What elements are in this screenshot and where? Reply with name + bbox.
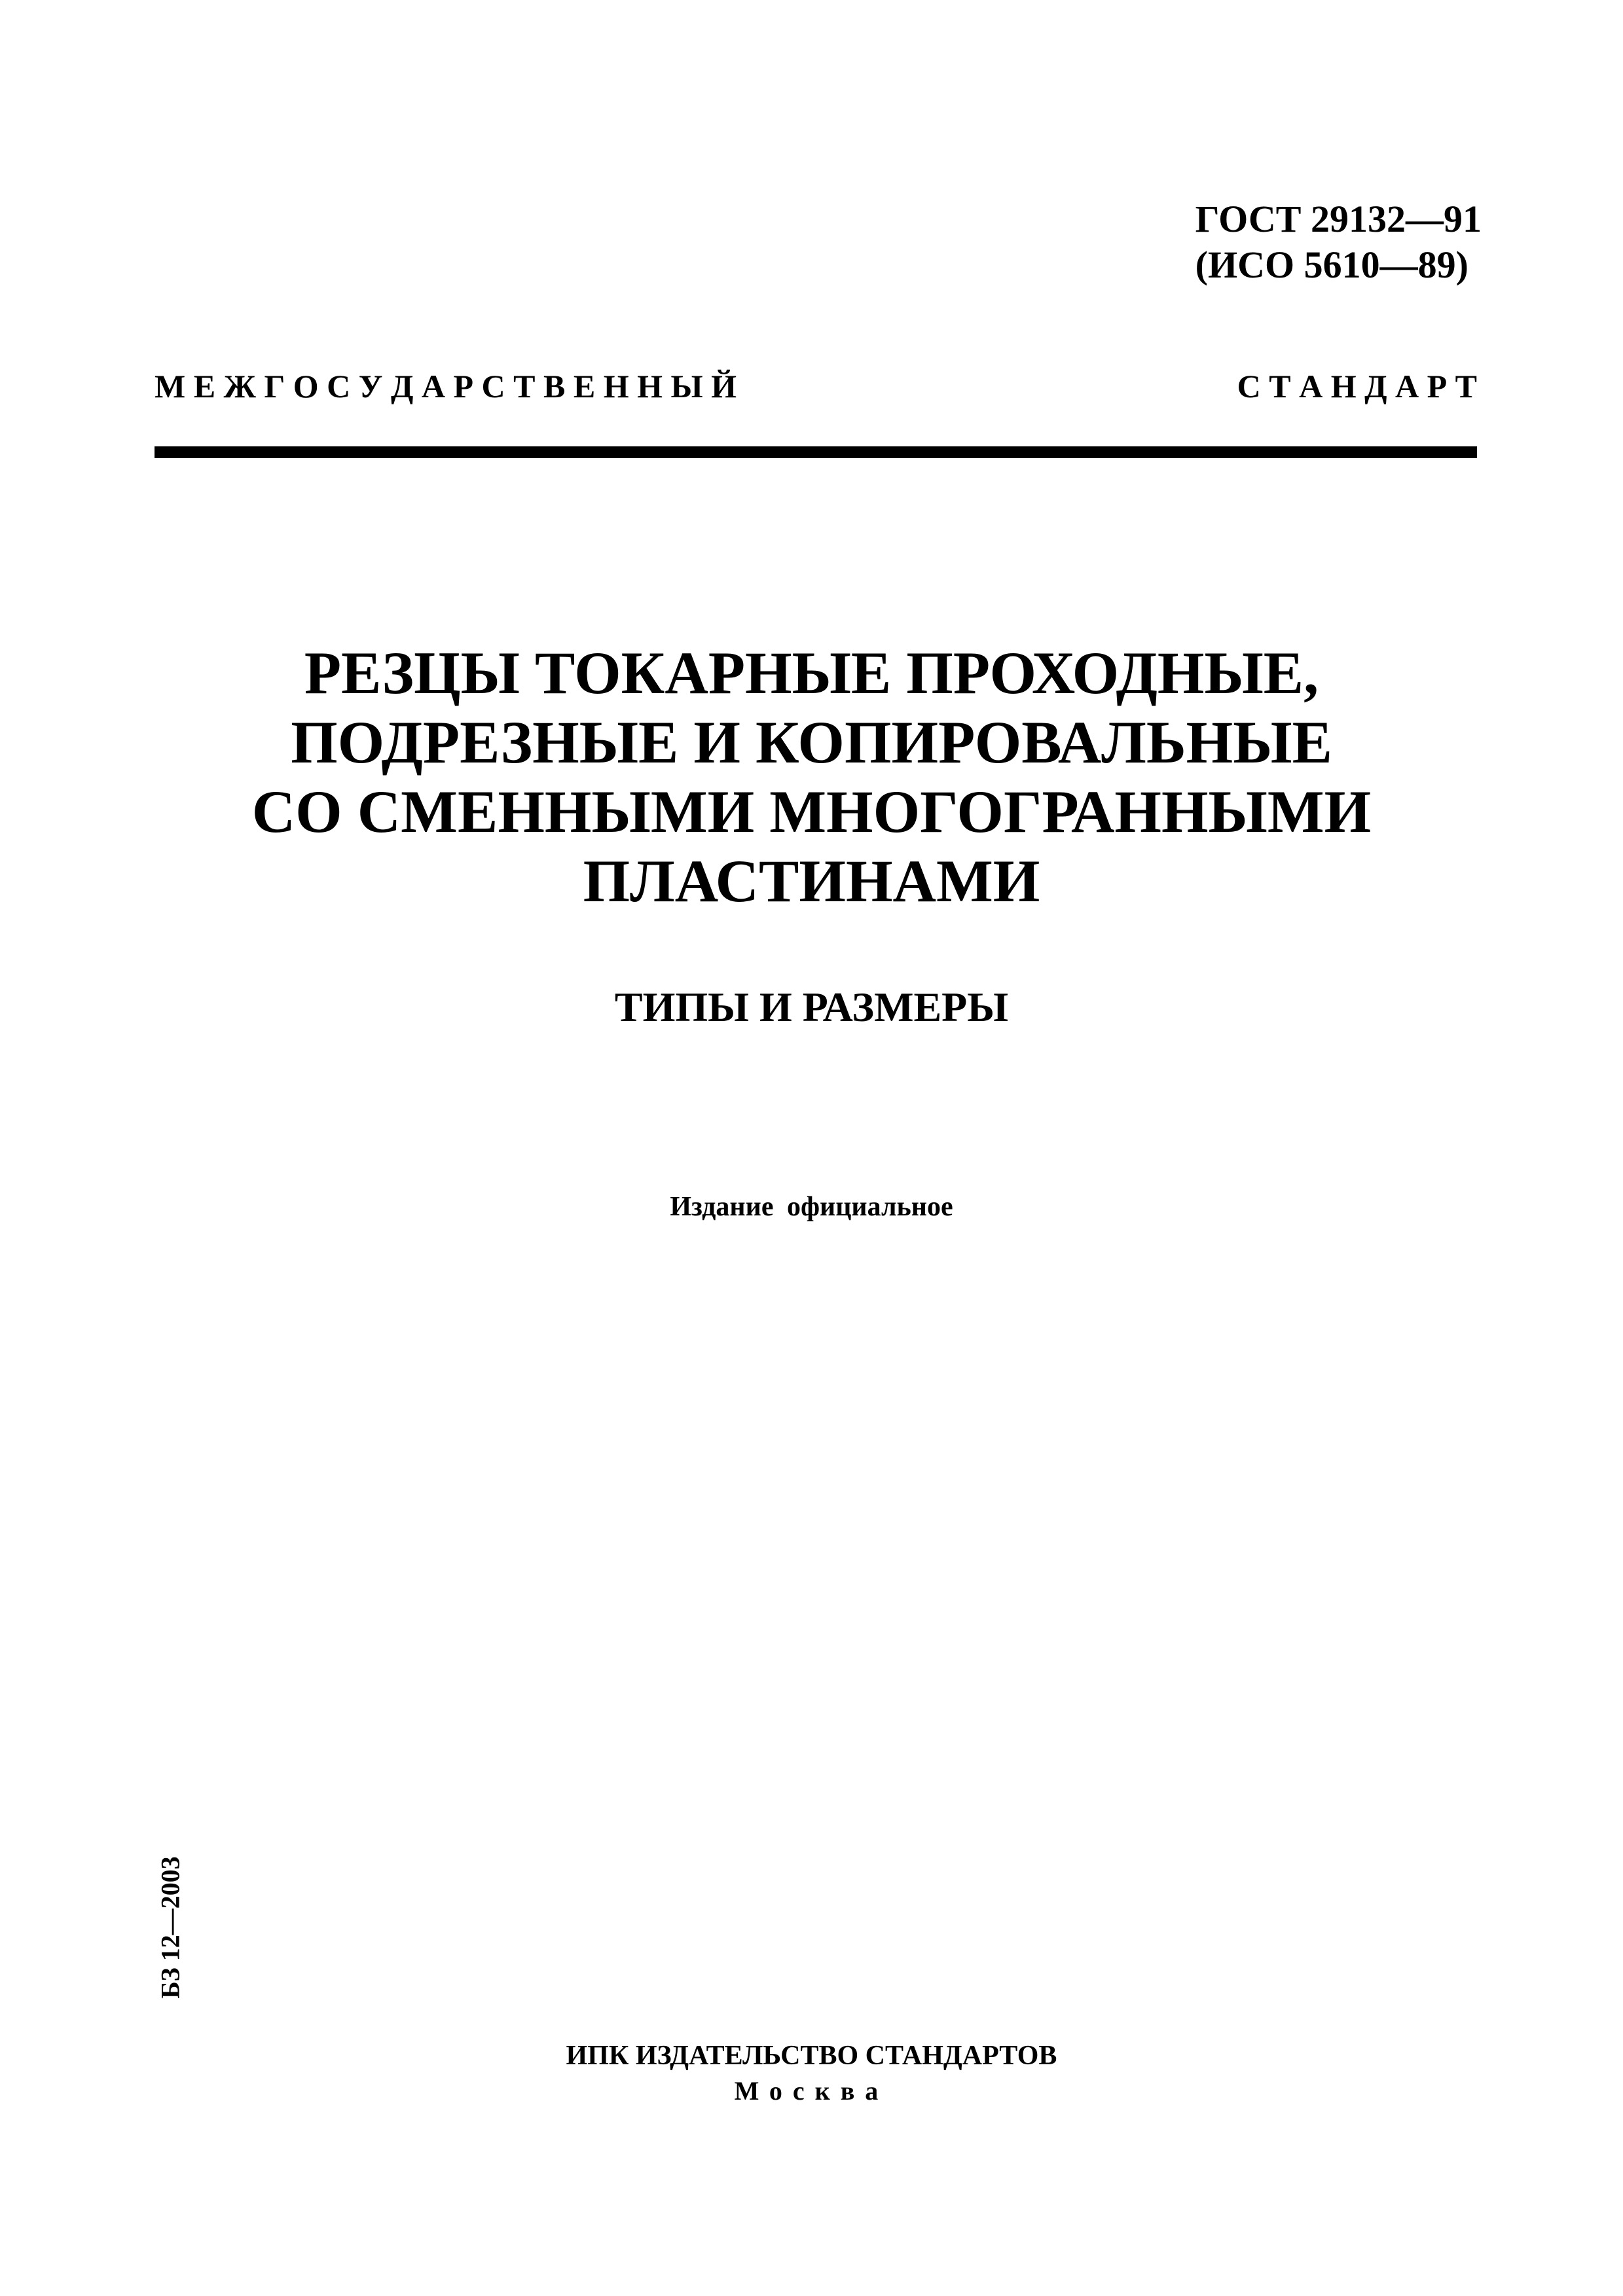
side-code [131, 1829, 210, 2026]
publisher-city: Москва [734, 2076, 889, 2106]
edition-label: Издание официальное [670, 1192, 953, 1222]
header-rule [155, 446, 1477, 458]
title-line: ПЛАСТИНАМИ [583, 848, 1040, 914]
title-line: РЕЗЦЫ ТОКАРНЫЕ ПРОХОДНЫЕ, [304, 639, 1319, 706]
side-code-text: БЗ 12—2003 [155, 1856, 185, 1999]
publisher-name: ИПК ИЗДАТЕЛЬСТВО СТАНДАРТОВ [566, 2041, 1057, 2071]
standard-number-block [1195, 196, 1482, 288]
interstate-word: М Е Ж Г О С У Д А Р С Т В Е Н Н Ы Й [155, 368, 737, 404]
title-line: ПОДРЕЗНЫЕ И КОПИРОВАЛЬНЫЕ [291, 709, 1332, 776]
interstate-standard-label [155, 367, 1477, 406]
standard-word: С Т А Н Д А Р Т [1237, 368, 1477, 404]
iso-number: (ИСО 5610—89) [1195, 243, 1468, 286]
document-subtitle: ТИПЫ И РАЗМЕРЫ [614, 984, 1009, 1030]
document-title [0, 638, 1623, 916]
gost-number: ГОСТ 29132—91 [1195, 198, 1482, 240]
title-line: СО СМЕННЫМИ МНОГОГРАННЫМИ [251, 778, 1372, 845]
